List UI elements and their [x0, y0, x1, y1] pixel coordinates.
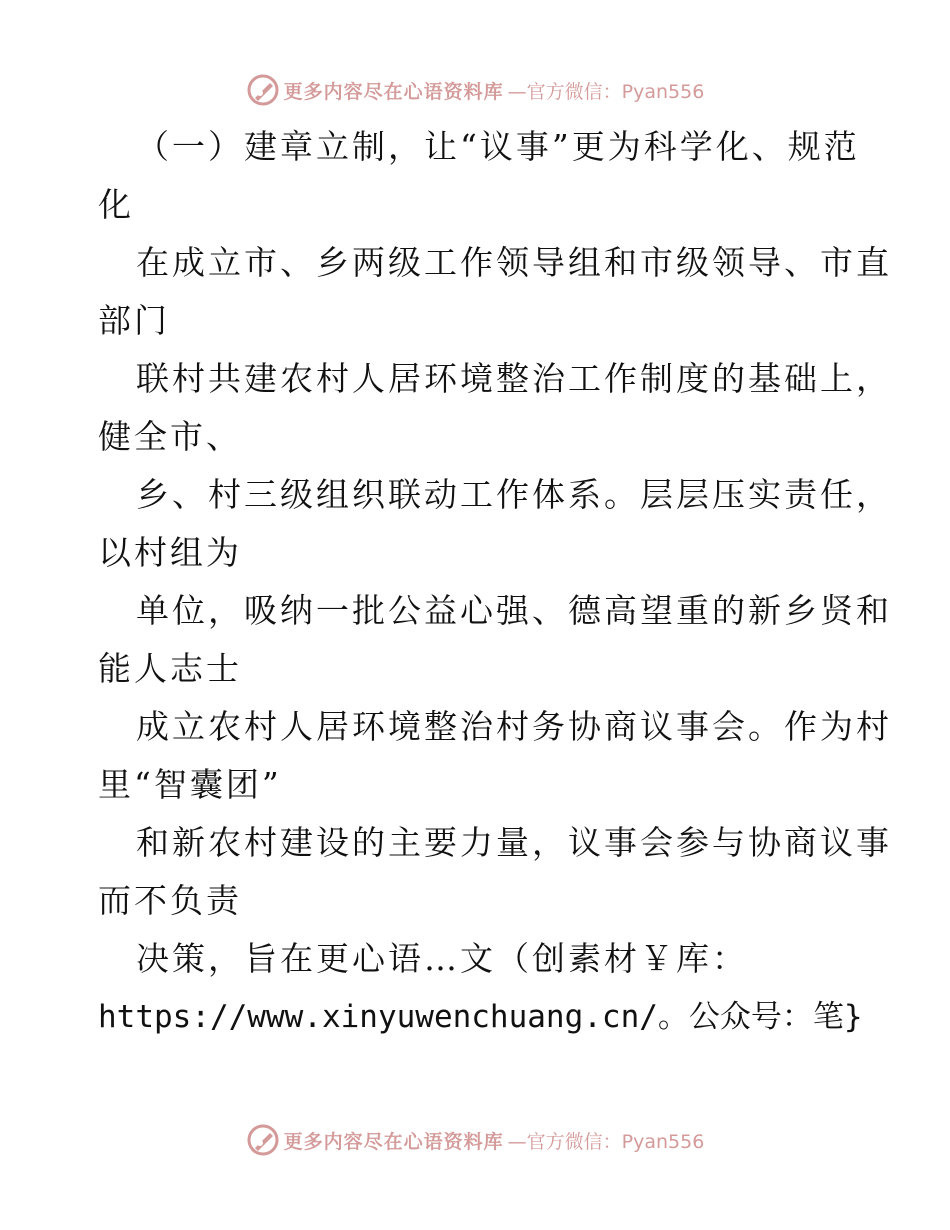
text-line: 能人志士 [98, 649, 242, 688]
text-line: 成立农村人居环境整治村务协商议事会。作为村 [136, 707, 892, 746]
text-line: 决策，旨在更心语…文（创素材￥库： [136, 939, 748, 978]
text-line: 以村组为 [98, 533, 242, 572]
text-line: 联村共建农村人居环境整治工作制度的基础上， [136, 359, 892, 398]
text-line: 里“智囊团” [98, 765, 282, 804]
document-body [98, 118, 892, 1046]
pen-logo-icon [246, 73, 280, 107]
footer-banner-wechat: —官方微信：Pyan556 [507, 1130, 705, 1153]
footer-watermark-banner [0, 1120, 950, 1160]
text-line: 健全市、 [98, 417, 242, 456]
text-line: 化 [98, 185, 134, 224]
header-banner-brand: 更多内容尽在心语资料库 [283, 80, 504, 103]
footer-banner-brand: 更多内容尽在心语资料库 [283, 1130, 504, 1153]
text-line-url: https://www.xinyuwenchuang.cn/。公众号：笔} [98, 999, 863, 1035]
text-line: 在成立市、乡两级工作领导组和市级领导、市直 [136, 243, 892, 282]
text-line: 而不负责 [98, 881, 242, 920]
text-line: （一）建章立制，让“议事”更为科学化、规范 [136, 127, 860, 166]
text-line: 部门 [98, 301, 170, 340]
text-line: 乡、村三级组织联动工作体系。层层压实责任， [136, 475, 892, 514]
pen-logo-icon [246, 1123, 280, 1157]
text-line: 和新农村建设的主要力量，议事会参与协商议事 [136, 823, 892, 862]
header-banner-wechat: —官方微信：Pyan556 [507, 80, 705, 103]
text-line: 单位，吸纳一批公益心强、德高望重的新乡贤和 [136, 591, 892, 630]
header-watermark-banner [0, 70, 950, 110]
